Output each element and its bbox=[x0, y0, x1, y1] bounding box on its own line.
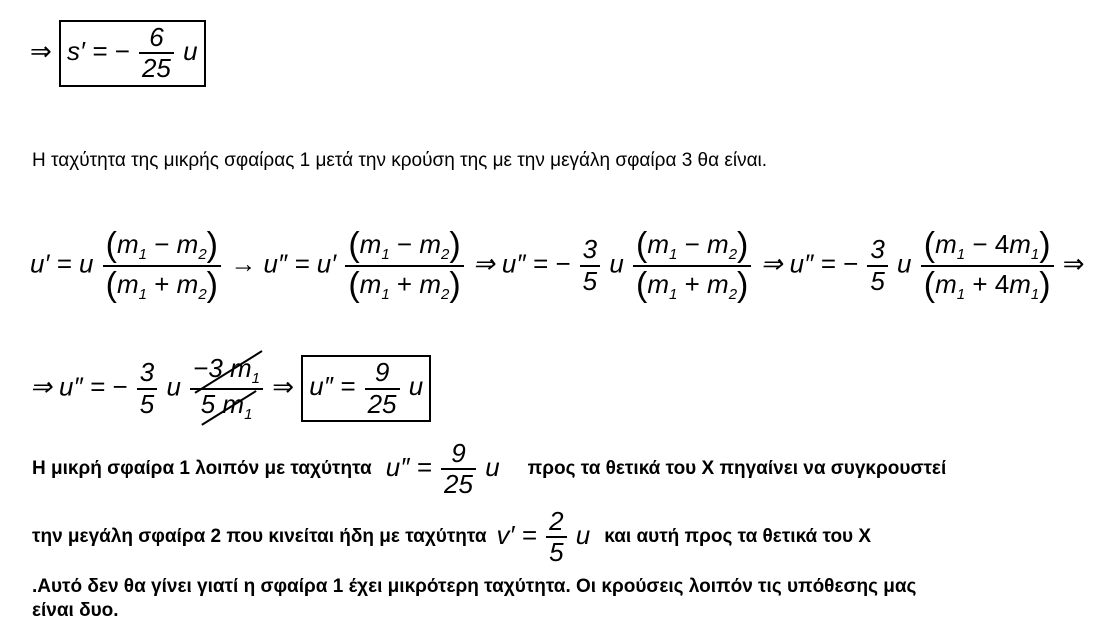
implies-symbol: ⇒ bbox=[272, 371, 295, 402]
paragraph-line-1: Η μικρή σφαίρα 1 λοιπόν με ταχύτητα u″ = $\frac{9}{25}$ u προς τα θετικά του Χ πηγαίνει να συγκρουστεί bbox=[32, 438, 947, 500]
inline-math: v′ = $\frac{2}{5}$ u bbox=[496, 506, 591, 568]
cancelled-fraction bbox=[190, 355, 263, 423]
paragraph-line-2: την μεγάλη σφαίρα 2 που κινείται ήδη με ταχύτητα v′ = $\frac{2}{5}$ u και αυτή προς τα θετικά του Χ bbox=[32, 506, 872, 568]
arrow-symbol: → bbox=[230, 248, 257, 279]
equation-u-double-prime: u′ = u $\frac{(m_1 - m_2)}{(m_1 + m_2)}$ → u″ = u′ $\frac{(m_1 - m_2)}{(m_1 + m_2)}$ ⇒ u″ = − $\frac{3}{5}$ u $\frac{(m_1 - m_2)}{(m_1 + m_2)}$ ⇒ u″ = − $\frac{3}{5}$ u $\frac{(m_1 - 4m_1)}{(m_1 + 4m_1)}$ ⇒ bbox=[30, 226, 1085, 304]
eq3-start: ⇒ u″ = − bbox=[30, 371, 128, 402]
three-fifths: $\frac{3}{5}$ bbox=[137, 359, 157, 418]
mass-fraction-4: $\frac{(m_1 - 4m_1)}{(m_1 + 4m_1)}$ bbox=[921, 228, 1054, 303]
equation-s-prime bbox=[30, 20, 206, 87]
implies-symbol: ⇒ bbox=[1062, 248, 1085, 279]
numerator: 6 bbox=[149, 22, 164, 52]
boxed-result: u″ = $\frac{9}{25}$ u bbox=[301, 355, 431, 422]
variable-u: u bbox=[183, 36, 198, 67]
cancelled-term: −3 $m_1$ bbox=[193, 353, 261, 387]
paragraph-line-3: .Αυτό δεν θα γίνει γιατί η σφαίρα 1 έχει μικρότερη ταχύτητα. Οι κρούσεις λοιπόν τις υπόθεσης μας bbox=[32, 576, 917, 597]
implies-symbol: ⇒ bbox=[30, 36, 52, 67]
fraction bbox=[139, 24, 174, 83]
sentence-velocity-intro: Η ταχύτητα της μικρής σφαίρας 1 μετά την κρούση της με την μεγάλη σφαίρα 3 θα είναι. bbox=[32, 150, 768, 171]
mass-fraction-1: $\frac{(m_1 - m_2)}{(m_1 + m_2)}$ bbox=[103, 228, 221, 303]
three-fifths: $\frac{3}{5}$ bbox=[867, 236, 887, 295]
eq2-term3: ⇒ u″ = − bbox=[472, 248, 571, 279]
eq2-term1: u′ = u bbox=[30, 248, 94, 279]
paragraph-line-4: είναι δυο. bbox=[32, 600, 119, 621]
inline-math: u″ = $\frac{9}{25}$ u bbox=[385, 438, 500, 500]
denominator: 25 bbox=[141, 53, 171, 84]
eq2-term2: u″ = u′ bbox=[263, 248, 337, 279]
boxed-result bbox=[59, 20, 206, 87]
equation-result: ⇒ u″ = − $\frac{3}{5}$ u $\frac{-3 m_1}{5 m_1}$ ⇒ u″ = $\frac{9}{25}$ u bbox=[30, 355, 431, 423]
mass-fraction-2: $\frac{(m_1 - m_2)}{(m_1 + m_2)}$ bbox=[345, 228, 463, 303]
mass-fraction-3: $\frac{(m_1 - m_2)}{(m_1 + m_2)}$ bbox=[633, 228, 751, 303]
three-fifths: $\frac{3}{5}$ bbox=[580, 236, 600, 295]
eq1-lhs: s′ = − bbox=[67, 36, 130, 67]
cancelled-term: 5 $m_1$ bbox=[200, 388, 253, 423]
eq2-term4: ⇒ u″ = − bbox=[760, 248, 859, 279]
